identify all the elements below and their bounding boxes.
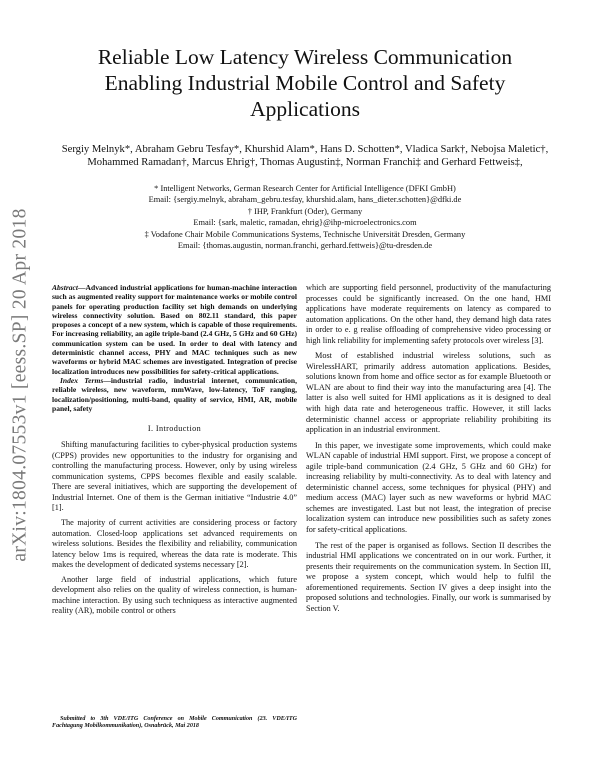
- submission-footnote: Submitted to 3th VDE/ITG Conference on Mobile Communication (23. VDE/ITG Fachtagung Mobilkommunikation), Osnabrück, Mai 2018: [52, 716, 297, 730]
- paragraph: The majority of current activities are considering process or factory automation. Closed-loop applications set advanced requirements on wireless solutions. Besides the flexibility and reliability, communication latency below 1ms is required, whereas the data rate is moderate. This makes the development of dedicated systems necessary [2].: [52, 517, 297, 570]
- section-heading-introduction: I. Introduction: [147, 424, 202, 434]
- paragraph: Most of established industrial wireless solutions, such as WirelessHART, primarily address automation applications. Besides, solutions known from home and office sector as for example Bluetooth or WLAN are about to find their way into the manufacturing area [4]. The latter is also well suited for HMI applications as it is designed to deal with high data rate and heterogeneous traffic. However, it still lacks deterministic channel access or appropriate reliability prohibiting its application in an industrial environment.: [306, 351, 551, 435]
- author-list: Sergiy Melnyk*, Abraham Gebru Tesfay*, Khurshid Alam*, Hans D. Schotten*, Vladica Sark†, Nebojsa Maletic†, Mohammed Ramadan†, Marcus Ehrig†, Thomas Augustin‡, Norman Franchi‡ and Gerhard Fettweis‡,: [61, 144, 549, 169]
- index-terms: [52, 376, 297, 413]
- index-terms-text: —industrial radio, industrial internet, communication, reliable wireless, new waveform, mmWave, low-latency, ToF ranging, localization/positioning, multi-band, quality of service, HMI, AR, mobile panel, safety: [52, 375, 297, 413]
- abstract-text: —Advanced industrial applications for human-machine interaction such as augmented reality support for maintenance works or mobile control panels for operating production facility set high demands on underlying wireless connectivity solution. Based on 802.11 standard, this paper proposes a concept of a new system, which is capable of those requirements. For increasing reliability, an agile triple-band (2.4 GHz, 5 GHz and 60 GHz) communication system can be used. In order to deal with latency and deterministic channel access, PHY and MAC techniques such as new waveforms or hybrid MAC schemes are investigated. Integration of precise localization introduces new possibilities for safety-critical applications.: [52, 283, 297, 376]
- affiliation-ihp: † IHP, Frankfurt (Oder), Germany: [247, 206, 363, 216]
- affiliation-dfki: * Intelligent Networks, German Research Center for Artificial Intelligence (DFKI GmbH): [154, 184, 456, 193]
- arxiv-stamp: [6, 180, 36, 590]
- index-terms-lead: Index Terms: [60, 375, 104, 385]
- left-column: [52, 283, 297, 621]
- paragraph: Another large field of industrial applications, which future development also relies on the quality of wireless connection, is human-machine interaction. By using such techniquess as interactive augmented reality (AR), mobile control or others: [52, 574, 297, 616]
- email-ihp: Email: {sark, maletic, ramadan, ehrig}@ihp-microelectronics.com: [193, 218, 417, 228]
- affiliation-tud: ‡ Vodafone Chair Mobile Communications Systems, Technische Universität Dresden, Germany: [144, 229, 466, 239]
- paragraph: The rest of the paper is organised as follows. Section II describes the industrial HMI applications we concentrated on in our work. Further, it presents their requirements on the communication system. In Section III, we propose a system concept, which would help to fulfil the aforementioned requirements. Section IV gives a deep insight into the proposed solutions and technologies. Finally, our work is summarised by Section V.: [306, 540, 551, 613]
- paragraph: which are supporting field personnel, productivity of the manufacturing processes could be significantly increased. On the one hand, HMI applications have moderate requirements on latency as compared to automation applications. On the other hand, they demand high data rates in order to e. g realise offloading of comprehensive video processing or high link reliability for implementing safety protocols over wireless [3].: [306, 283, 551, 345]
- affiliations: [60, 183, 550, 251]
- email-dfki: Email: {sergiy.melnyk, abraham_gebru.tesfay, khurshid.alam, hans_dieter.schotten}@dfki.de: [148, 195, 462, 205]
- paragraph: In this paper, we investigate some improvements, which could make WLAN capable of industrial HMI support. First, we propose a concept of agile triple-band communication (2.4 GHz, 5 GHz and 60 GHz) for increasing reliability by multi-connectivity. As to deal with latency and deterministic channel access, some techniques for physical (PHY) and medium access (MAC) layer such as new waveforms or hybrid MAC schemes are investigated. Last but not least, the integration of precise localization system can introduce new possibilities such as safety zones for safety-critical applications.: [306, 440, 551, 535]
- right-column: [306, 283, 551, 619]
- paragraph: Shifting manufacturing facilities to cyber-physical production systems (CPPS) provides new opportunities to the industry for organising and controlling the manufacturing process. However, only by using wireless communication systems, CPPS becomes flexible and easily scalable. There are several initiatives, which are supporting the developement of Industrial Internet. One of them is the German initiative “Industrie 4.0” [1].: [52, 440, 297, 513]
- abstract-lead: Abstract: [52, 283, 78, 292]
- abstract: [52, 283, 297, 376]
- email-tud: Email: {thomas.augustin, norman.franchi, gerhard.fettweis}@tu-dresden.de: [177, 241, 433, 251]
- arxiv-identifier: arXiv:1804.07553v1 [eess.SP] 20 Apr 2018: [10, 208, 32, 562]
- paper-title: Reliable Low Latency Wireless Communication Enabling Industrial Mobile Control and Safety Applications: [97, 45, 513, 121]
